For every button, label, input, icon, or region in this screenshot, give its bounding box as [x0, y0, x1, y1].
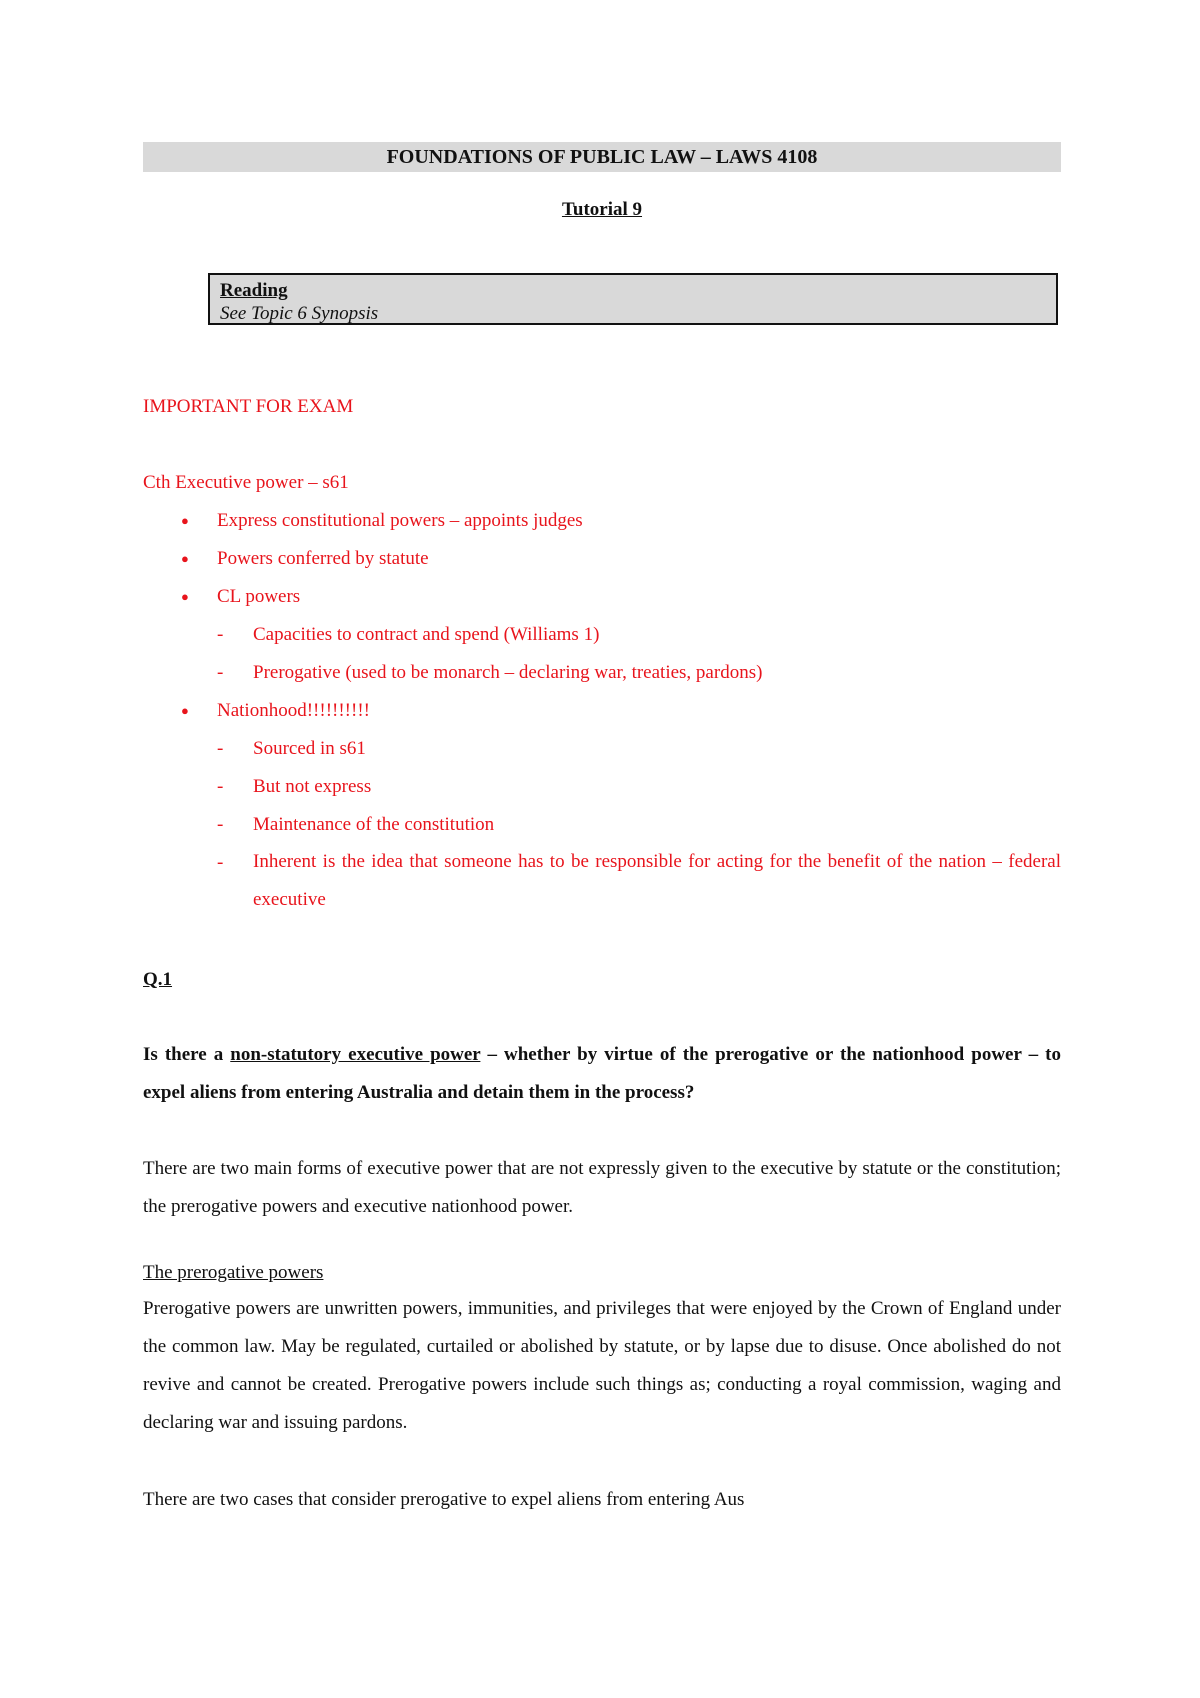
dash-marker: - — [217, 852, 224, 873]
question-text-underlined: non-statutory executive power — [230, 1044, 481, 1065]
exam-bullet: CL powers — [217, 586, 301, 607]
exam-subitem: Maintenance of the constitution — [253, 814, 495, 835]
exam-heading: IMPORTANT FOR EXAM — [143, 396, 354, 417]
dash-marker: - — [217, 776, 224, 797]
reading-heading: Reading — [220, 280, 288, 301]
bullet-dot-icon: ● — [181, 703, 189, 718]
dash-marker: - — [217, 738, 224, 759]
dash-marker: - — [217, 624, 224, 645]
document-title: FOUNDATIONS OF PUBLIC LAW – LAWS 4108 — [143, 142, 1061, 172]
bullet-dot-icon: ● — [181, 513, 189, 528]
exam-subitem: But not express — [253, 776, 372, 797]
exam-bullet: Powers conferred by statute — [217, 548, 429, 569]
question-text — [143, 1036, 1061, 1112]
exam-subitem: Capacities to contract and spend (Williams 1) — [253, 624, 600, 645]
bullet-dot-icon: ● — [181, 589, 189, 604]
paragraph: There are two main forms of executive power that are not expressly given to the executive by statute or the constitution; the prerogative powers and executive nationhood power. — [143, 1158, 1061, 1217]
question-text-start: Is there a — [143, 1044, 231, 1065]
reading-box — [208, 273, 1058, 325]
dash-marker: - — [217, 814, 224, 835]
exam-subitem: Sourced in s61 — [253, 738, 366, 759]
paragraph: There are two cases that consider prerogative to expel aliens from entering Aus — [143, 1489, 745, 1510]
dash-marker: - — [217, 662, 224, 683]
exam-section-title: Cth Executive power – s61 — [143, 472, 349, 493]
exam-bullet: Express constitutional powers – appoints judges — [217, 510, 583, 531]
reading-text: See Topic 6 Synopsis — [220, 303, 379, 324]
bullet-dot-icon: ● — [181, 551, 189, 566]
section-heading: The prerogative powers — [143, 1262, 324, 1283]
exam-subitem: Prerogative (used to be monarch – declaring war, treaties, pardons) — [253, 662, 763, 683]
exam-bullet: Nationhood!!!!!!!!!! — [217, 700, 370, 721]
exam-subitem: Inherent is the idea that someone has to be responsible for acting for the benefit of the nation – federal executive — [253, 851, 1061, 910]
document-subtitle: Tutorial 9 — [561, 199, 643, 220]
paragraph: Prerogative powers are unwritten powers, immunities, and privileges that were enjoyed by the Crown of England under the common law. May be regulated, curtailed or abolished by statute, or by lapse due to disuse. Once abolished do not revive and cannot be created. Prerogative powers include such things as; conducting a royal commission, waging and declaring war and issuing pardons. — [143, 1298, 1061, 1433]
question-label: Q.1 — [143, 969, 173, 990]
question-text-end: – whether by virtue of the prerogative or the nationhood power – to expel aliens from entering Australia and detain them in the process? — [143, 1044, 1061, 1103]
